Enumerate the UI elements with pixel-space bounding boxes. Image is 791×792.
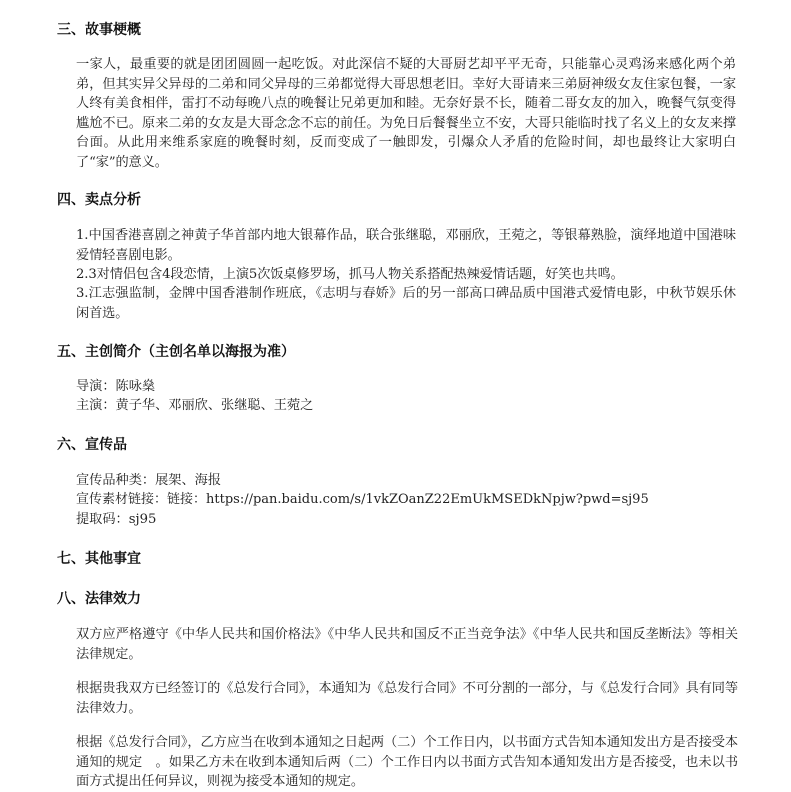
- promo-link-line[interactable]: 宣传素材链接：链接：https://pan.baidu.com/s/1vkZOanZ22EmUkMSEDkNpjw?pwd=sj95: [76, 492, 649, 507]
- director-line: 导演：陈咏燊: [76, 379, 156, 394]
- selling-point-2: 2.3对情侣包含4段恋情，上演5次饭桌修罗场，抓马人物关系搭配热辣爱情话题，好笑也共鸣。: [76, 267, 624, 282]
- section-heading-creators: 五、主创简介（主创名单以海报为准）: [57, 344, 295, 360]
- selling-point-3: 3.江志强监制，金牌中国香港制作班底，《志明与春娇》后的另一部高口碑品质中国港式爱情电影，中秋节娱乐休闲首选。: [76, 286, 736, 321]
- legal-paragraph-3: 根据《总发行合同》，乙方应当在收到本通知之日起两（二）个工作日内，以书面方式告知本通知发出方是否接受本通知的规定 。如果乙方未在收到本通知后两（二）个工作日内以书面方式告知本通知发出方是否接受，也未以书面方式提出任何异议，则视为接受本通知的规定。: [76, 735, 738, 789]
- legal-paragraph-2: 根据贵我双方已经签订的《总发行合同》，本通知为《总发行合同》不可分割的一部分，与《总发行合同》具有同等法律效力。: [76, 681, 738, 716]
- extraction-code-line: 提取码：sj95: [76, 512, 157, 527]
- section-heading-promo: 六、宣传品: [57, 437, 127, 453]
- section-heading-legal: 八、法律效力: [57, 591, 141, 607]
- section-heading-other: 七、其他事宜: [57, 551, 141, 567]
- synopsis-paragraph: 一家人，最重要的就是团团圆圆一起吃饭。对此深信不疑的大哥厨艺却平平无奇，只能靠心灵鸡汤来感化两个弟弟，但其实异父异母的二弟和同父异母的三弟都觉得大哥思想老旧。幸好大哥请来三弟厨神级女友住家包餐，一家人终有美食相伴，雷打不动每晚八点的晚餐让兄弟更加和睦。无奈好景不长，随着二哥女友的加入，晚餐气氛变得尴尬不已。原来二弟的女友是大哥念念不忘的前任。为免日后餐餐坐立不安，大哥只能临时找了名义上的女友来撑台面。从此用来维系家庭的晚餐时刻，反而变成了一触即发，引爆众人矛盾的危险时间，却也最终让大家明白了“家”的意义。: [76, 57, 736, 170]
- section-heading-selling-points: 四、卖点分析: [57, 192, 141, 208]
- section-heading-synopsis: 三、故事梗概: [57, 22, 141, 38]
- selling-point-1: 1.中国香港喜剧之神黄子华首部内地大银幕作品，联合张继聪，邓丽欣，王菀之，等银幕熟脸，演绎地道中国港味爱情轻喜剧电影。: [76, 228, 736, 263]
- cast-line: 主演：黄子华、邓丽欣、张继聪、王菀之: [76, 398, 314, 413]
- legal-paragraph-1: 双方应严格遵守《中华人民共和国价格法》《中华人民共和国反不正当竞争法》《中华人民共和国反垄断法》等相关法律规定。: [76, 627, 738, 662]
- promo-types-line: 宣传品种类：展架、海报: [76, 473, 222, 488]
